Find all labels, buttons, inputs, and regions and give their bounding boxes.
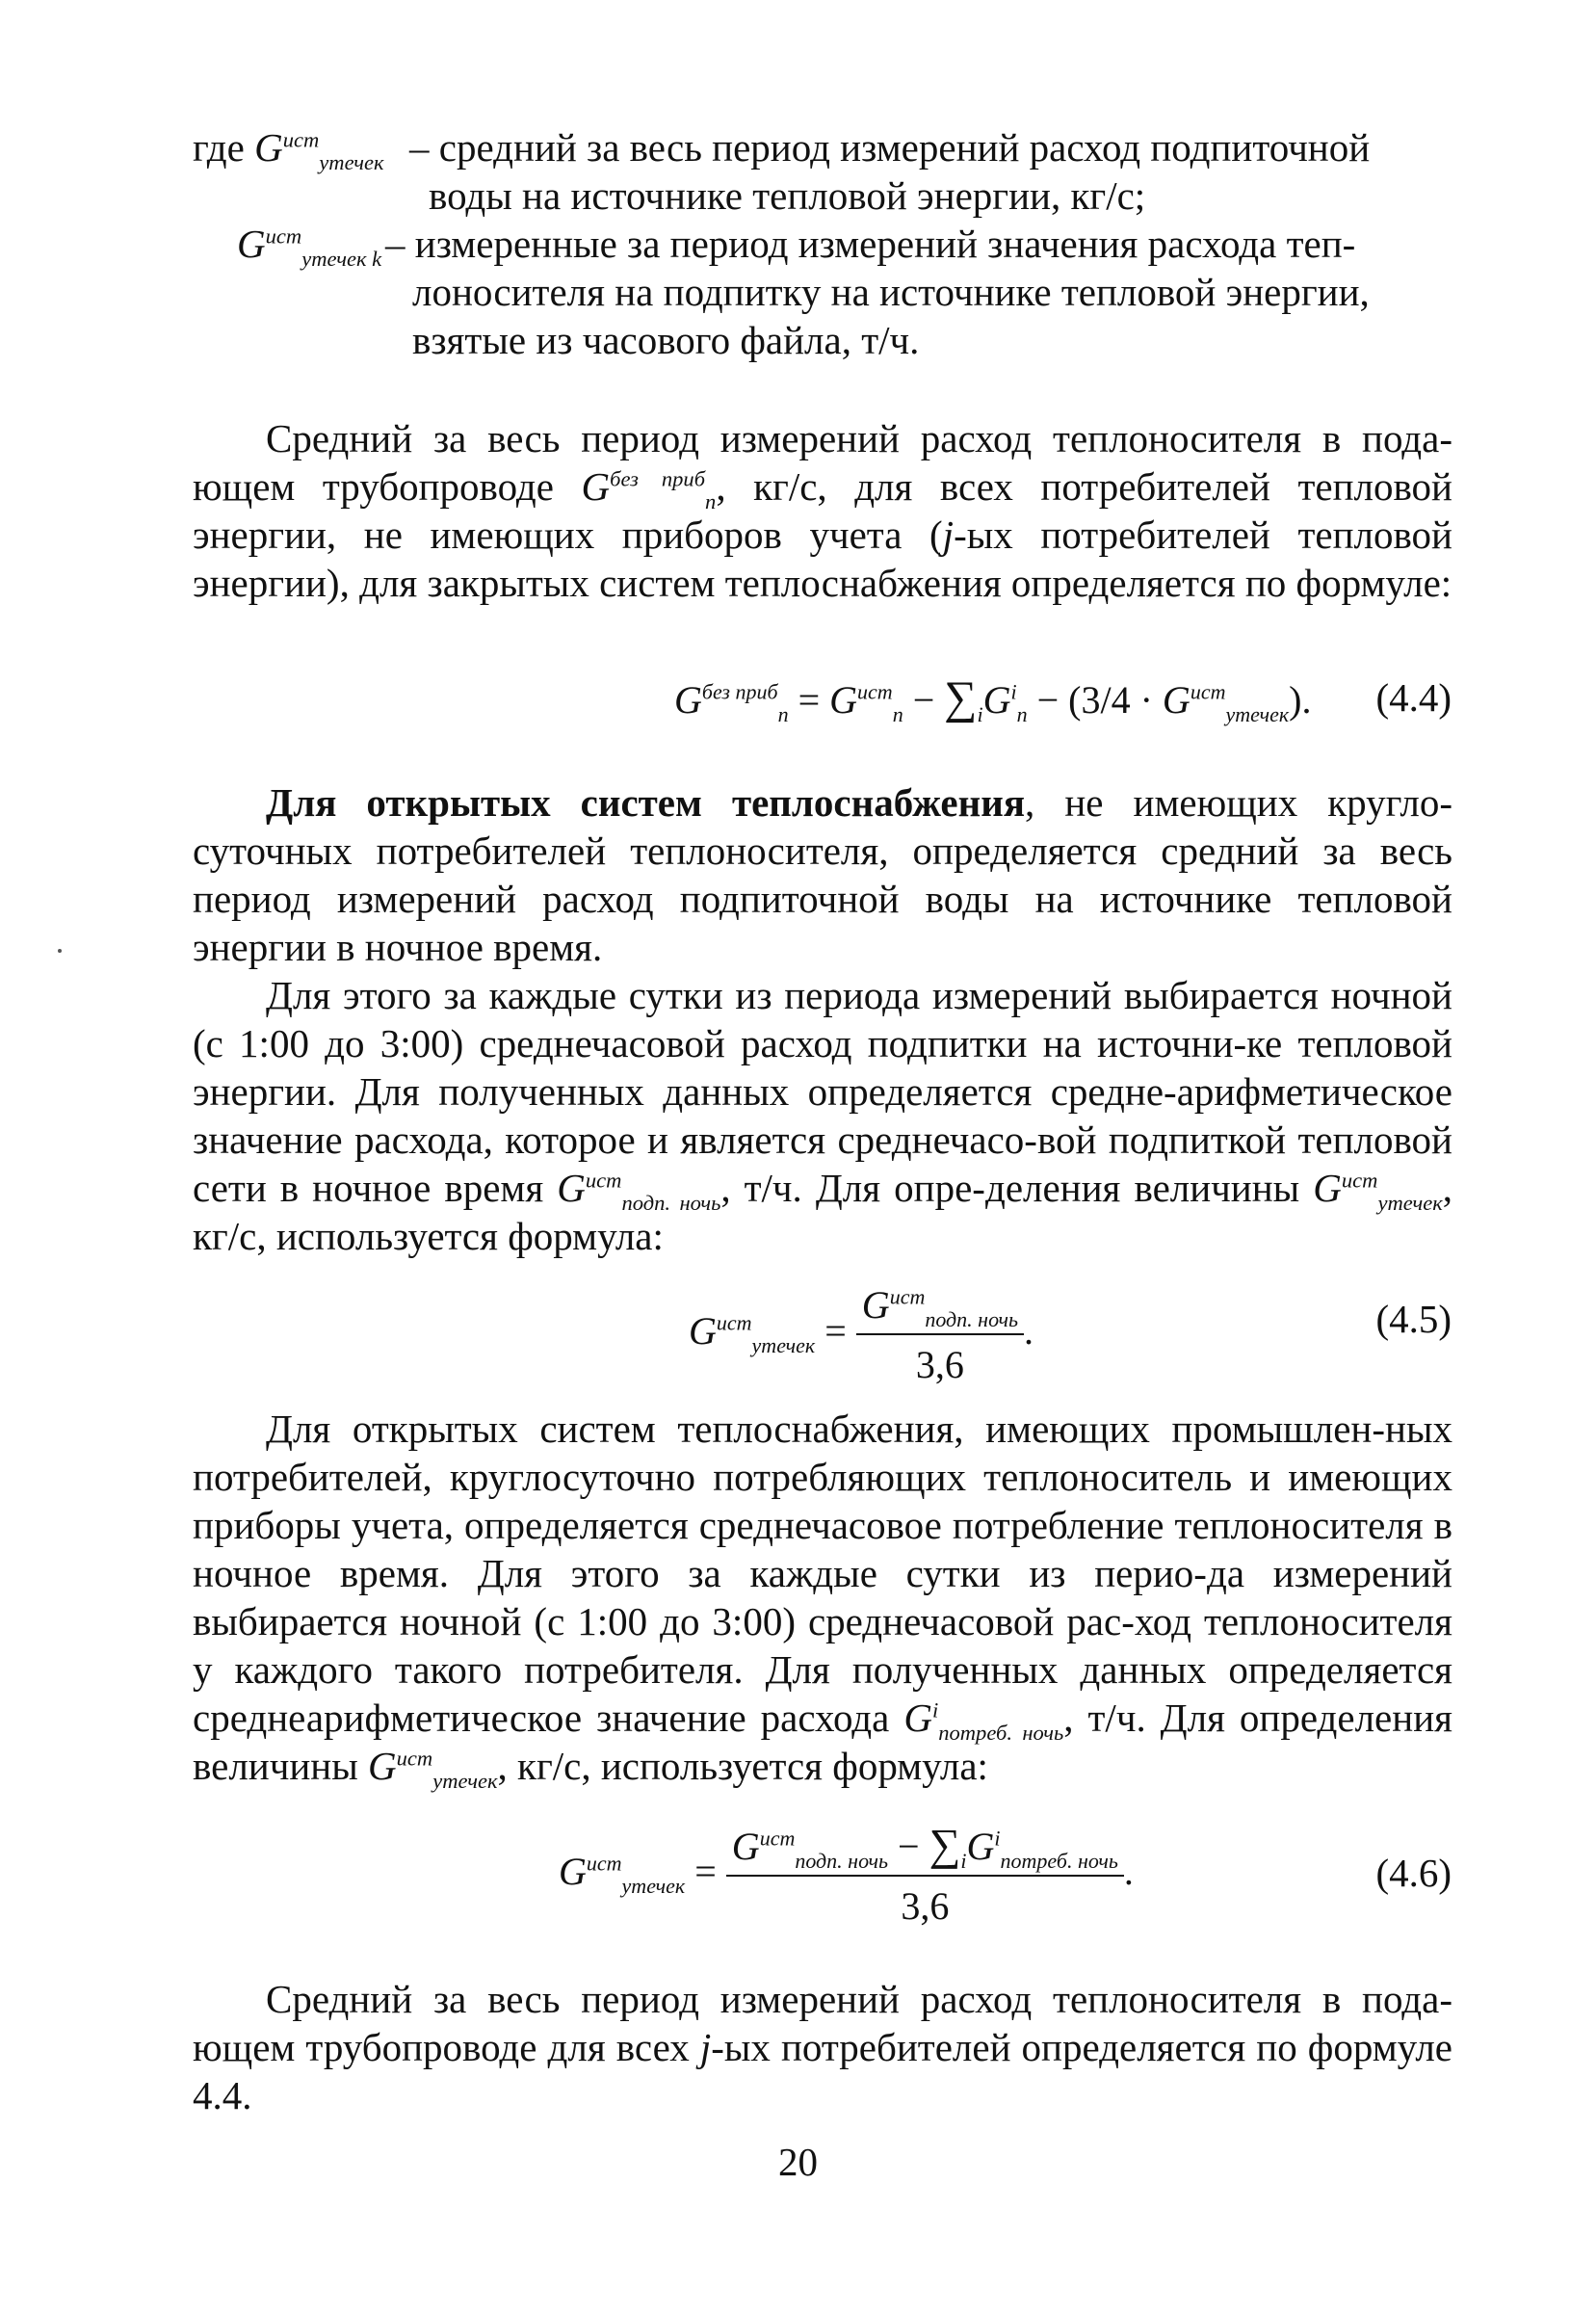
paragraph-1: Средний за весь период измерений расход теплоносителя в пода-ющем трубопроводе $G^{без приб}_п$, кг/с, для всех потребителей тепловой энергии, не имеющих приборов учета (j-ых потребителей тепловой энергии), для закрытых систем теплоснабжения определяется по формуле: bbox=[193, 416, 1452, 605]
def2-symbol: $G^{ист}_{утечек k}$ bbox=[237, 222, 382, 272]
def1-symbol: $G^{ист}_{утечек}$ bbox=[254, 125, 384, 175]
symbol-g-utechek: $G^{ист}_{утечек}$ bbox=[1313, 1166, 1443, 1216]
scan-speck bbox=[58, 949, 62, 953]
equation-4-5: $G^{ист}_{утечек}$ = $\frac{G^{ист}_{подп. ночь}}{3,6}$ . bbox=[689, 1281, 1033, 1389]
paragraph-5: Средний за весь период измерений расход теплоносителя в пода-ющем трубопроводе для всех j-ых потребителей определяется по формуле 4.4. bbox=[193, 1977, 1452, 2117]
definition-2 bbox=[237, 220, 382, 272]
symbol-g-utechek-2: $G^{ист}_{утечек}$ bbox=[368, 1744, 498, 1794]
definition-2-text bbox=[385, 220, 1454, 364]
fraction-4-6: $\frac{G^{ист}_{подп. ночь} - \sum_iG^i_{потреб. ночь}}{3,6}$ bbox=[726, 1821, 1124, 1931]
def2-line3: взятые из часового файла, т/ч. bbox=[412, 318, 920, 362]
page-number: 20 bbox=[778, 2140, 818, 2184]
def2-line1: – измеренные за период измерений значения расхода теп- bbox=[385, 222, 1356, 266]
equation-number-4-4: (4.4) bbox=[1375, 675, 1452, 720]
symbol-g-podp-noch: $G^{ист}_{подп. ночь}$ bbox=[557, 1166, 721, 1216]
symbol-g-bez-prib: $G^{без приб}_п$ bbox=[581, 464, 717, 514]
equation-4-6: $G^{ист}_{утечек}$ = $\frac{G^{ист}_{подп. ночь} - \sum_iG^i_{потреб. ночь}}{3,6}$ . bbox=[559, 1821, 1134, 1931]
paragraph-2: Для открытых систем теплоснабжения, не имеющих кругло-суточных потребителей теплоносителя, определяется средний за весь период измерений расход подпиточной воды на источнике тепловой энергии в ночное время. bbox=[193, 780, 1452, 969]
equation-number-4-6: (4.6) bbox=[1375, 1851, 1452, 1895]
paragraph-4: Для открытых систем теплоснабжения, имеющих промышлен-ных потребителей, круглосуточно потребляющих теплоноситель и имеющих приборы учета, определяется среднечасовое потребление теплоносителя в ночное время. Для этого за каждые сутки из перио-да измерений выбирается ночной (с 1:00 до 3:00) среднечасовой рас-ход теплоносителя у каждого такого потребителя. Для полученных данных определяется среднеарифметическое значение расхода $G^i_{потреб. ночь}$, т/ч. Для определения величины $G^{ист}_{утечек}$, кг/с, используется формула: bbox=[193, 1407, 1452, 1794]
definition-1-text bbox=[409, 123, 1454, 220]
def1-line2: воды на источнике тепловой энергии, кг/с; bbox=[429, 173, 1146, 218]
symbol-g-potreb-noch: $G^i_{потреб. ночь}$ bbox=[903, 1696, 1064, 1746]
def1-line1: – средний за весь период измерений расход подпиточной bbox=[409, 125, 1371, 170]
equation-number-4-5: (4.5) bbox=[1375, 1297, 1452, 1341]
equation-4-4: $G^{без приб}_п = G^{ист}_п - \sum_iG^i_п - (3/4 \cdot G^{ист}_{утечек})$. bbox=[674, 672, 1312, 726]
fraction-4-5: $\frac{G^{ист}_{подп. ночь}}{3,6}$ bbox=[856, 1281, 1024, 1389]
paragraph-3: Для этого за каждые сутки из периода измерений выбирается ночной (с 1:00 до 3:00) среднечасовой расход подпитки на источни-ке тепловой энергии. Для полученных данных определяется средне-арифметическое значение расхода, которое и является среднечасо-вой подпиткой тепловой сети в ночное время $G^{ист}_{подп. ночь}$, т/ч. Для опре-деления величины $G^{ист}_{утечек}$, кг/с, используется формула: bbox=[193, 973, 1452, 1258]
where-word: где bbox=[193, 125, 245, 170]
def2-line2: лоносителя на подпитку на источнике тепловой энергии, bbox=[412, 270, 1370, 314]
